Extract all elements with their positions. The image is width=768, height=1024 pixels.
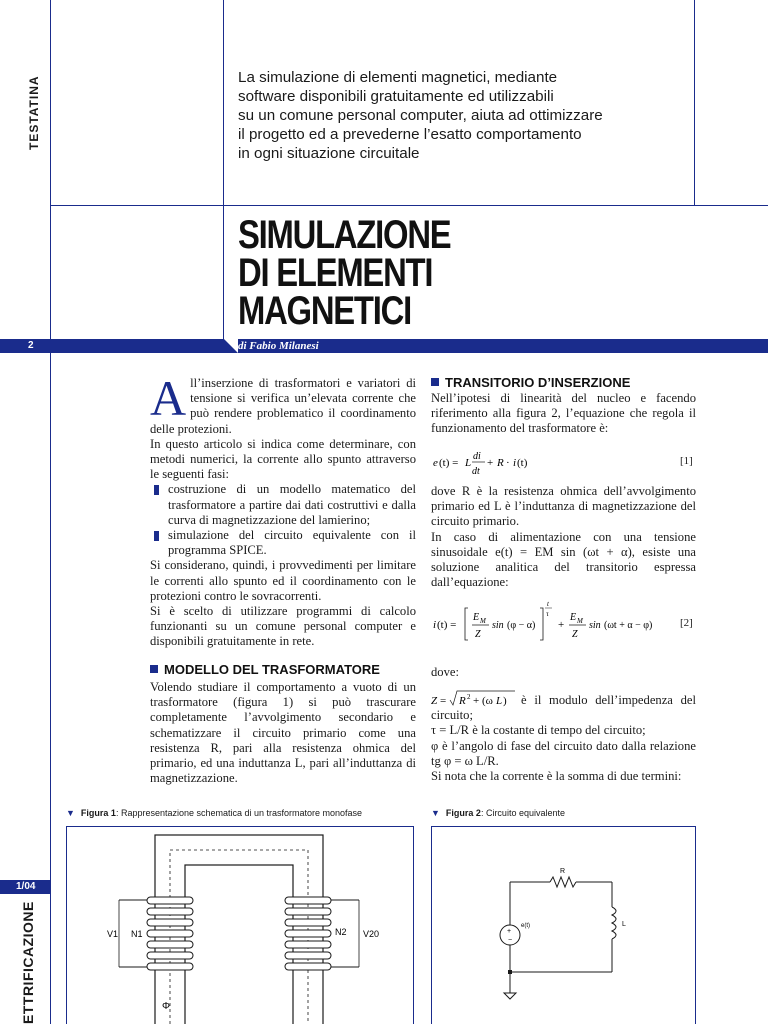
title-line: MAGNETICI <box>238 289 411 333</box>
secondary-coil <box>285 897 331 970</box>
svg-text:(t) =: (t) = <box>437 619 457 631</box>
paragraph: Nell’ipotesi di linearità del nucleo e facendo riferimento alla figura 2, l’equazione che regola il funzionamento del trasformatore è: <box>431 391 696 436</box>
svg-text:E: E <box>473 612 480 623</box>
paragraph: In caso di alimentazione con una tensione sinusoidale e(t) = EM sin (ωt + α), esiste una soluzione analitica del transitorio espressa dall’equazione: <box>431 529 696 590</box>
bullet-square <box>154 485 159 495</box>
right-column-dove: dove: <box>431 665 459 679</box>
caption-marker-icon: ▼ <box>431 808 440 818</box>
page-number: 2 <box>28 340 34 351</box>
svg-text:+: + <box>487 457 494 469</box>
paragraph: τ = L/R è la costante di tempo del circuito; <box>431 723 646 738</box>
caption-marker-icon: ▼ <box>66 808 75 818</box>
svg-text:e: e <box>433 457 438 469</box>
transformer-diagram <box>67 827 415 1024</box>
label-phi: Φ <box>162 1001 170 1012</box>
paragraph: All’inserzione di trasformatori e variatori di tensione si verifica un’elevata corrente che può rendere problematico il coordinamento delle protezioni. <box>150 370 416 436</box>
equation-1 <box>433 446 697 480</box>
figure-2-box <box>431 826 696 1024</box>
svg-text:Z: Z <box>475 629 481 640</box>
equivalent-circuit-diagram <box>432 827 697 1024</box>
svg-text:+ (ω: + (ω <box>473 695 493 707</box>
svg-text:τ: τ <box>546 610 549 618</box>
svg-text:Z: Z <box>431 695 438 707</box>
title-line: DI ELEMENTI <box>238 251 433 295</box>
svg-text:2: 2 <box>467 693 471 701</box>
section-heading: TRANSITORIO D’INSERZIONE <box>431 375 630 390</box>
heading-square <box>431 378 439 386</box>
label-v20: V20 <box>363 929 380 939</box>
intro-line: in ogni situazione circuitale <box>238 145 420 162</box>
svg-text:=: = <box>440 695 447 707</box>
left-column-section2 <box>150 680 416 786</box>
list-item: simulazione del circuito equivalente con il programma SPICE. <box>150 528 416 558</box>
label-e: e(t) <box>521 923 530 929</box>
header-divider-right <box>694 0 695 206</box>
svg-text:R: R <box>459 695 466 707</box>
figure-1-caption: ▼ Figura 1: Rappresentazione schematica di un trasformatore monofase <box>66 808 363 818</box>
equation-2-graphic <box>433 598 678 646</box>
author-bar <box>0 339 768 353</box>
paragraph: φ è l’angolo di fase del circuito dato dalla relazione tg φ = ω L/R. <box>431 738 696 768</box>
svg-text:Z: Z <box>572 629 578 640</box>
header-divider-horizontal <box>50 205 768 206</box>
svg-text:+: + <box>558 619 565 631</box>
label-n2: N2 <box>335 927 347 937</box>
right-column-p1 <box>431 391 696 437</box>
paragraph: è il modulo dell’impedenza del circuito; <box>431 693 696 723</box>
heading-square <box>150 665 158 673</box>
svg-text:(t): (t) <box>517 457 528 469</box>
svg-text:(t) =: (t) = <box>439 457 459 469</box>
primary-coil <box>147 897 193 970</box>
paragraph: Si nota che la corrente è la somma di due termini: <box>431 769 682 784</box>
label-l: L <box>622 921 626 928</box>
figure-2-caption: ▼ Figura 2: Circuito equivalente <box>431 808 565 818</box>
label-r: R <box>560 868 566 875</box>
intro-line: il progetto ed a prevederne l’esatto comportamento <box>238 126 582 143</box>
svg-text:·: · <box>506 457 510 469</box>
figure-1-box <box>66 826 414 1024</box>
left-margin-rule <box>50 0 51 1024</box>
list-item: costruzione di un modello matematico del trasformatore a partire dai dati costruttivi e dalla curva di magnetizzazione del lamierino; <box>150 482 416 528</box>
svg-text:(ωt + α − φ): (ωt + α − φ) <box>604 620 653 631</box>
author-byline: di Fabio Milanesi <box>238 340 319 352</box>
author-bar-notch <box>224 339 238 353</box>
svg-text:−: − <box>508 937 513 944</box>
svg-text:E: E <box>570 612 577 623</box>
intro-line: su un comune personal computer, aiuta ad ottimizzare <box>238 107 603 124</box>
right-column-definitions <box>431 693 696 784</box>
title-line: SIMULAZIONE <box>238 213 451 257</box>
svg-text:L: L <box>496 695 503 707</box>
svg-text:dt: dt <box>472 466 480 477</box>
left-column <box>150 370 416 650</box>
svg-text:L: L <box>465 457 472 469</box>
side-label-top: TESTATINA <box>27 75 41 150</box>
side-label-bottom: ETTRIFICAZIONE <box>20 901 36 1024</box>
equation-2-number: [2] <box>680 617 693 629</box>
equation-1-graphic <box>433 446 697 480</box>
equation-2 <box>433 598 678 646</box>
svg-text:t: t <box>547 600 549 608</box>
svg-text:i: i <box>513 457 517 469</box>
svg-text:+: + <box>507 928 512 935</box>
svg-text:sin: sin <box>589 620 601 631</box>
equation-1-number: [1] <box>680 455 693 467</box>
paragraph: Si considerano, quindi, i provvedimenti per limitare le correnti allo spunto ed il coordinamento con le protezioni contro le sovracorrenti. <box>150 558 416 603</box>
svg-text:M: M <box>577 617 583 625</box>
label-v1: V1 <box>107 929 119 939</box>
paragraph: Volendo studiare il comportamento a vuoto di un trasformatore (figura 1) si può trascurare completamente l’avvolgimento secondario e schematizzare il circuito primario come una resistenza R, pari alla resistenza ohmica del primario, ed una induttanza L, pari all’induttanza di magnetizzazione. <box>150 680 416 786</box>
paragraph: dove R è la resistenza ohmica dell’avvolgimento primario ed L è l’induttanza di magnetizzazione del circuito primario. <box>431 484 696 529</box>
svg-text:(φ − α): (φ − α) <box>507 620 536 631</box>
article-title <box>238 213 451 333</box>
svg-text:): ) <box>503 695 507 707</box>
dropcap: A <box>150 370 187 426</box>
svg-text:di: di <box>473 451 481 462</box>
svg-text:sin: sin <box>492 620 504 631</box>
section-heading: MODELLO DEL TRASFORMATORE <box>150 662 380 677</box>
svg-text:R: R <box>497 457 504 469</box>
bullet-square <box>154 531 159 541</box>
paragraph: Si è scelto di utilizzare programmi di calcolo funzionanti su un comune personal computer e disponibili gratuitamente in rete. <box>150 604 416 649</box>
intro-line: software disponibili gratuitamente ed utilizzabili <box>238 88 554 105</box>
issue-number: 1/04 <box>16 881 36 892</box>
right-column-p2 <box>431 484 696 590</box>
intro-text <box>238 68 688 163</box>
paragraph: In questo articolo si indica come determinare, con metodi numerici, la corrente allo spunto attraverso le seguenti fasi: <box>150 436 416 482</box>
header-divider-vertical <box>223 0 224 353</box>
intro-line: La simulazione di elementi magnetici, mediante <box>238 69 558 86</box>
svg-text:M: M <box>480 617 486 625</box>
label-n1: N1 <box>131 929 143 939</box>
svg-text:i: i <box>433 619 437 631</box>
